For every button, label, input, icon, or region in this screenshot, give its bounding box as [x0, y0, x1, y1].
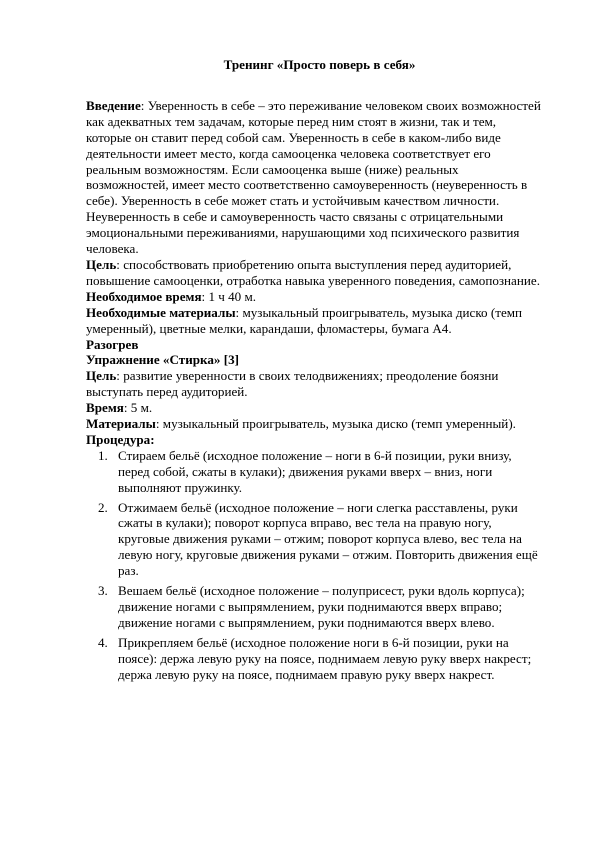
goal-label: Цель — [86, 256, 117, 272]
exercise-time-text: : 5 м. — [123, 400, 153, 416]
exercise-time-paragraph — [86, 400, 543, 416]
procedure-item-text: Прикрепляем бельё (исходное положение ноги в 6-й позиции, руки на поясе): держа левую руку на поясе, поднимаем левую руку вверх накрест; держа левую руку на поясе, поднимаем правую руку вверх накрест. — [118, 634, 532, 682]
procedure-item-number: 2. — [98, 499, 108, 515]
procedure-item — [86, 583, 543, 631]
procedure-item — [86, 500, 543, 580]
warmup-heading: Разогрев — [86, 336, 139, 352]
procedure-item-number: 4. — [98, 634, 108, 650]
intro-label: Введение — [86, 97, 141, 113]
materials-text: : музыкальный проигрыватель, музыка диско (темп умеренный), цветные мелки, карандаши, фломастеры, бумага А4. — [86, 304, 523, 336]
goal-text: : способствовать приобретению опыта выступления перед аудиторией, повышение самооценки, отработка навыка уверенного поведения, самопознание. — [86, 256, 540, 288]
procedure-list — [86, 448, 543, 683]
materials-label: Необходимые материалы — [86, 304, 236, 320]
intro-paragraph — [86, 98, 543, 257]
exercise-materials-text: : музыкальный проигрыватель, музыка диско (темп умеренный). — [155, 416, 516, 432]
procedure-item-text: Стираем бельё (исходное положение – ноги в 6-й позиции, руки внизу, перед собой, сжаты в кулаки); движения руками вверх – вниз, ноги выполняют пружинку. — [118, 447, 512, 495]
exercise-materials-paragraph — [86, 416, 543, 432]
exercise-goal-paragraph — [86, 368, 543, 400]
exercise-goal-text: : развитие уверенности в своих телодвижениях; преодоление боязни выступать перед аудиторией. — [86, 368, 499, 400]
exercise-heading: Упражнение «Стирка» [3] — [86, 352, 240, 368]
procedure-item-text: Отжимаем бельё (исходное положение – ноги слегка расставлены, руки сжаты в кулаки); поворот корпуса вправо, вес тела на правую ногу, круговые движения руками – отжим; поворот корпуса влево, вес тела на левую ногу, круговые движения руками – отжим. Повторить движения ещё раз. — [118, 499, 538, 579]
exercise-goal-label: Цель — [86, 368, 117, 384]
exercise-materials-label: Материалы — [86, 416, 156, 432]
materials-paragraph — [86, 305, 543, 337]
exercise-time-label: Время — [86, 400, 124, 416]
goal-paragraph — [86, 257, 543, 289]
time-label: Необходимое время — [86, 288, 202, 304]
procedure-item-number: 1. — [98, 447, 108, 463]
procedure-item-text: Вешаем бельё (исходное положение – полуприсест, руки вдоль корпуса); движение ногами с выпрямлением, руки поднимаются вверх вправо; движение ногами с выпрямлением, руки поднимаются вверх влево. — [118, 583, 525, 630]
procedure-item — [86, 635, 543, 683]
procedure-item — [86, 448, 543, 496]
procedure-heading: Процедура: — [86, 431, 155, 447]
time-text: : 1 ч 40 м. — [201, 288, 257, 304]
document-title: Тренинг «Просто поверь в себя» — [223, 57, 416, 72]
document-page — [86, 57, 543, 687]
time-paragraph — [86, 289, 543, 305]
intro-text: : Уверенность в себе – это переживание человеком своих возможностей как адекватных тем задачам, которые перед ним стоят в жизни, так и тем, которые он ставит перед собой сам. Уверенность в себе в каком-либо виде деятельности имеет место, когда самооценка человека соответствует его реальным возможностям. Если самооценка выше (ниже) реальных возможностей, имеет место соответственно самоуверенность (неуверенность в себе). Уверенность в себе может стать и устойчивым качеством личности. Неуверенность в себе и самоуверенность часто связаны с отрицательными эмоциональными переживаниями, нарушающими ход психического развития человека. — [86, 97, 541, 257]
procedure-item-number: 3. — [98, 583, 108, 599]
